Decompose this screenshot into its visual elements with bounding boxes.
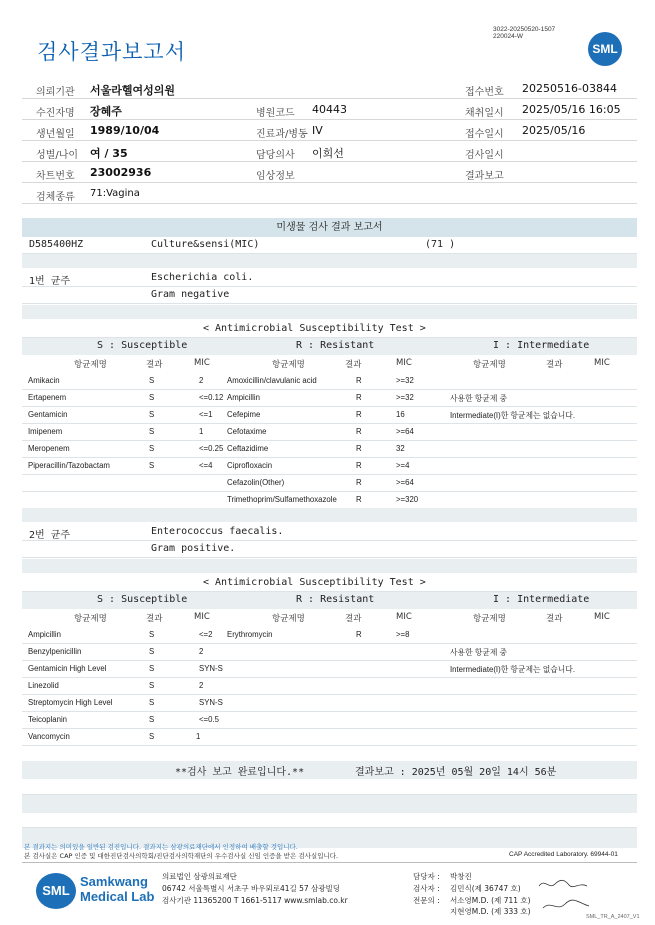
resistant-result: R <box>356 478 362 487</box>
spacer-band <box>22 508 637 522</box>
susceptible-mic: 2 <box>199 681 204 690</box>
staff1-value: 박창진 <box>450 872 472 881</box>
institution-value: 서울라헬여성의원 <box>90 84 176 97</box>
ast2-category-row <box>22 592 637 609</box>
ast-table-row <box>22 729 637 746</box>
sml-footer-logo: SML <box>36 873 76 909</box>
resistant-drug: Amoxicillin/clavulanic acid <box>227 376 317 385</box>
col-result-header: 결과 <box>146 614 163 624</box>
organism2-label: 2번 균주 <box>29 530 71 541</box>
ast-table-row <box>22 373 637 390</box>
col-mic-header: MIC <box>594 612 610 622</box>
ast1-category-row <box>22 338 637 355</box>
col-drug-header: 항균제명 <box>272 614 305 624</box>
susceptible-drug: Piperacillin/Tazobactam <box>28 461 110 470</box>
intermediate-note-2: Intermediate(I)한 항균제는 없습니다. <box>450 665 575 674</box>
chart-no-value: 23002936 <box>90 166 152 179</box>
susceptible-mic: 1 <box>196 732 201 741</box>
susceptible-result: S <box>149 630 155 639</box>
susceptible-mic: <=2 <box>199 630 213 639</box>
ast-table-row <box>22 695 637 712</box>
test-name: Culture&sensi(MIC) <box>151 239 260 250</box>
report-code-line2: 220024-W <box>493 33 523 40</box>
sml-logo: SML <box>588 32 622 66</box>
footer-notice-1: 본 결과지는 의미있을 일반된 검진입니다. 결과지는 삼광의료재단에서 인정하여 배출할 것입니다. <box>24 843 298 851</box>
ast-table-row <box>22 661 637 678</box>
susceptible-result: S <box>149 715 155 724</box>
info-row-2 <box>22 100 637 120</box>
staff4-value: 지현영M.D. (제 333 호) <box>450 907 531 916</box>
receipt-date-label: 접수일시 <box>465 129 504 140</box>
susceptible-drug: Benzylpenicillin <box>28 647 82 656</box>
cap-accreditation: CAP Accredited Laboratory. 69944-01 <box>509 851 618 858</box>
test-code: D585400HZ <box>29 239 84 250</box>
info-row-3 <box>22 121 637 141</box>
susceptible-drug: Amikacin <box>28 376 60 385</box>
ast2-i-title: I : Intermediate <box>493 594 590 605</box>
susceptible-drug: Gentamicin <box>28 410 68 419</box>
resistant-result: R <box>356 410 362 419</box>
spacer-band <box>22 795 637 813</box>
recipient-value: 장혜주 <box>90 105 122 118</box>
doctor-value: 이희선 <box>312 147 344 160</box>
ast-table-row <box>22 441 637 458</box>
dept-value: IV <box>312 124 323 137</box>
resistant-drug: Ceftazidime <box>227 444 269 453</box>
ast1-title: < Antimicrobial Susceptibility Test > <box>203 323 426 334</box>
receipt-date-value: 2025/05/16 <box>522 124 586 137</box>
report-title: 검사결과보고서 <box>37 40 187 64</box>
resistant-mic: >=4 <box>396 461 410 470</box>
brand-line2: Medical Lab <box>80 889 155 904</box>
susceptible-mic: <=0.12 <box>199 393 224 402</box>
ast-table-row <box>22 644 637 661</box>
report-time: 결과보고 : 2025년 05월 20일 14시 56분 <box>355 767 557 778</box>
susceptible-result: S <box>149 461 155 470</box>
ast-table-row <box>22 390 637 407</box>
resistant-mic: >=8 <box>396 630 410 639</box>
susceptible-drug: Imipenem <box>28 427 63 436</box>
susceptible-drug: Vancomycin <box>28 732 70 741</box>
resistant-result: R <box>356 376 362 385</box>
susceptible-result: S <box>149 427 155 436</box>
resistant-drug: Cefepime <box>227 410 261 419</box>
susceptible-mic: <=4 <box>199 461 213 470</box>
spacer-row <box>22 813 637 828</box>
susceptible-mic: <=1 <box>199 410 213 419</box>
susceptible-mic: 2 <box>199 647 204 656</box>
col-drug-header: 항균제명 <box>473 360 506 370</box>
resistant-mic: 16 <box>396 410 405 419</box>
organism1-label: 1번 균주 <box>29 276 71 287</box>
col-result-header: 결과 <box>546 360 563 370</box>
ast-table-row <box>22 407 637 424</box>
info-row-1 <box>22 79 637 99</box>
organism1-name: Escherichia coli. <box>151 272 254 283</box>
info-row-6 <box>22 184 637 204</box>
col-drug-header: 항균제명 <box>74 360 107 370</box>
organism2-gram-row <box>22 541 637 558</box>
footer-divider <box>22 862 637 863</box>
susceptible-mic: 1 <box>199 427 204 436</box>
col-result-header: 결과 <box>345 614 362 624</box>
collect-date-label: 채취일시 <box>465 108 504 119</box>
institution-label: 의뢰기관 <box>36 87 75 98</box>
resistant-drug: Trimethoprim/Sulfamethoxazole <box>227 495 337 504</box>
chart-no-label: 차트번호 <box>36 171 75 182</box>
spacer-band <box>22 305 637 319</box>
col-drug-header: 항균제명 <box>74 614 107 624</box>
info-row-4 <box>22 142 637 162</box>
intermediate-note-1: 사용한 항균제 중 <box>450 394 508 403</box>
col-drug-header: 항균제명 <box>473 614 506 624</box>
col-mic-header: MIC <box>594 358 610 368</box>
footer-notice-2: 본 검사실은 CAP 인증 및 대한진단검사의학회/진단검사의학재단의 우수검사실 신임 인증을 받은 검사실입니다. <box>24 852 339 860</box>
organism2-name: Enterococcus faecalis. <box>151 526 284 537</box>
susceptible-drug: Teicoplanin <box>28 715 68 724</box>
resistant-mic: 32 <box>396 444 405 453</box>
test-row <box>22 237 637 254</box>
susceptible-result: S <box>149 376 155 385</box>
ast1-r-title: R : Resistant <box>296 340 375 351</box>
info-row-5 <box>22 163 637 183</box>
resistant-drug: Ciprofloxacin <box>227 461 273 470</box>
susceptible-mic: <=0.5 <box>199 715 219 724</box>
address-line2: 06742 서울특별시 서초구 바우뫼로41길 57 삼광빌딩 <box>162 884 341 893</box>
receipt-no-label: 접수번호 <box>465 87 504 98</box>
dob-value: 1989/10/04 <box>90 124 160 137</box>
intermediate-note-1: 사용한 항균제 중 <box>450 648 508 657</box>
susceptible-result: S <box>149 664 155 673</box>
brand-line1: Samkwang <box>80 874 148 889</box>
organism1-gram: Gram negative <box>151 289 230 300</box>
resistant-result: R <box>356 461 362 470</box>
susceptible-drug: Gentamicin High Level <box>28 664 107 673</box>
ward-code-label: 병원코드 <box>256 108 295 119</box>
address-line1: 의료법인 삼광의료재단 <box>162 872 237 881</box>
clinical-label: 임상정보 <box>256 171 295 182</box>
ast1-s-title: S : Susceptible <box>97 340 188 351</box>
susceptible-mic: SYN-S <box>199 698 223 707</box>
collect-date-value: 2025/05/16 16:05 <box>522 103 621 116</box>
resistant-mic: >=32 <box>396 393 414 402</box>
susceptible-result: S <box>149 647 155 656</box>
susceptible-result: S <box>149 410 155 419</box>
ast-table-row <box>22 627 637 644</box>
spacer-band <box>22 254 637 268</box>
ast1-i-title: I : Intermediate <box>493 340 590 351</box>
susceptible-result: S <box>149 681 155 690</box>
completion-row <box>22 761 637 779</box>
susceptible-result: S <box>149 698 155 707</box>
spacer-band <box>22 559 637 573</box>
col-result-header: 결과 <box>146 360 163 370</box>
susceptible-drug: Linezolid <box>28 681 59 690</box>
susceptible-drug: Ertapenem <box>28 393 67 402</box>
susceptible-drug: Meropenem <box>28 444 70 453</box>
receipt-no-value: 20250516-03844 <box>522 82 617 95</box>
report-code-line1: 3022-20250520-1507 <box>493 26 556 33</box>
dob-label: 생년월일 <box>36 129 75 140</box>
ast-table-row <box>22 712 637 729</box>
susceptible-mic: 2 <box>199 376 204 385</box>
col-mic-header: MIC <box>396 358 412 368</box>
organism1-gram-row <box>22 287 637 304</box>
resistant-mic: >=64 <box>396 478 414 487</box>
ast2-title: < Antimicrobial Susceptibility Test > <box>203 577 426 588</box>
staff2-label: 검사자 : <box>413 884 440 893</box>
section-title: 미생물 검사 결과 보고서 <box>22 218 637 237</box>
ast-table-row <box>22 678 637 695</box>
recipient-label: 수진자명 <box>36 108 75 119</box>
col-mic-header: MIC <box>396 612 412 622</box>
test-specimen: (71 ) <box>425 239 456 250</box>
ast-table-row <box>22 458 637 475</box>
resistant-mic: >=320 <box>396 495 419 504</box>
resistant-result: R <box>356 393 362 402</box>
col-result-header: 결과 <box>546 614 563 624</box>
address-line3: 검사기관 11365200 T 1661-5117 www.smlab.co.kr <box>162 896 348 905</box>
resistant-drug: Cefotaxime <box>227 427 267 436</box>
organism2-row <box>22 524 637 541</box>
organism1-row <box>22 270 637 287</box>
ast2-title-row <box>22 575 637 592</box>
col-drug-header: 항균제명 <box>272 360 305 370</box>
resistant-mic: >=32 <box>396 376 414 385</box>
resistant-result: R <box>356 495 362 504</box>
susceptible-result: S <box>149 393 155 402</box>
spacer-row <box>22 779 637 795</box>
col-mic-header: MIC <box>194 358 210 368</box>
susceptible-result: S <box>149 444 155 453</box>
doctor-label: 담당의사 <box>256 150 295 161</box>
specimen-label: 검체종류 <box>36 192 75 203</box>
sex-age-label: 성별/나이 <box>36 150 79 161</box>
intermediate-note-2: Intermediate(I)한 항균제는 없습니다. <box>450 411 575 420</box>
ward-code-value: 40443 <box>312 103 347 116</box>
staff3-label: 전문의 : <box>413 896 440 905</box>
col-result-header: 결과 <box>345 360 362 370</box>
ast-table-row <box>22 475 637 492</box>
signature-image <box>535 876 595 916</box>
form-code: SML_TR_A_2407_V1 <box>586 914 640 920</box>
resistant-result: R <box>356 444 362 453</box>
dept-label: 진료과/병동 <box>256 129 308 140</box>
test-date-label: 검사일시 <box>465 150 504 161</box>
resistant-drug: Ampicillin <box>227 393 260 402</box>
ast2-r-title: R : Resistant <box>296 594 375 605</box>
col-mic-header: MIC <box>194 612 210 622</box>
brand-name <box>80 874 154 904</box>
resistant-result: R <box>356 630 362 639</box>
completion-text: **검사 보고 완료입니다.** <box>175 767 305 778</box>
specimen-value: 71:Vagina <box>90 188 140 199</box>
susceptible-drug: Streptomycin High Level <box>28 698 113 707</box>
susceptible-mic: <=0.25 <box>199 444 224 453</box>
susceptible-mic: SYN-S <box>199 664 223 673</box>
ast-table-row <box>22 424 637 441</box>
ast1-title-row <box>22 321 637 338</box>
resistant-drug: Cefazolin(Other) <box>227 478 285 487</box>
organism2-gram: Gram positive. <box>151 543 236 554</box>
staff2-value: 김민식(제 36747 호) <box>450 884 521 893</box>
staff1-label: 담당자 : <box>413 872 440 881</box>
resistant-mic: >=64 <box>396 427 414 436</box>
ast2-s-title: S : Susceptible <box>97 594 188 605</box>
susceptible-result: S <box>149 732 155 741</box>
staff3-value: 서소영M.D. (제 711 호) <box>450 896 531 905</box>
ast-table-row <box>22 492 637 509</box>
sex-age-value: 여 / 35 <box>90 147 128 160</box>
resistant-drug: Erythromycin <box>227 630 273 639</box>
resistant-result: R <box>356 427 362 436</box>
result-report-label: 결과보고 <box>465 171 504 182</box>
susceptible-drug: Ampicillin <box>28 630 61 639</box>
